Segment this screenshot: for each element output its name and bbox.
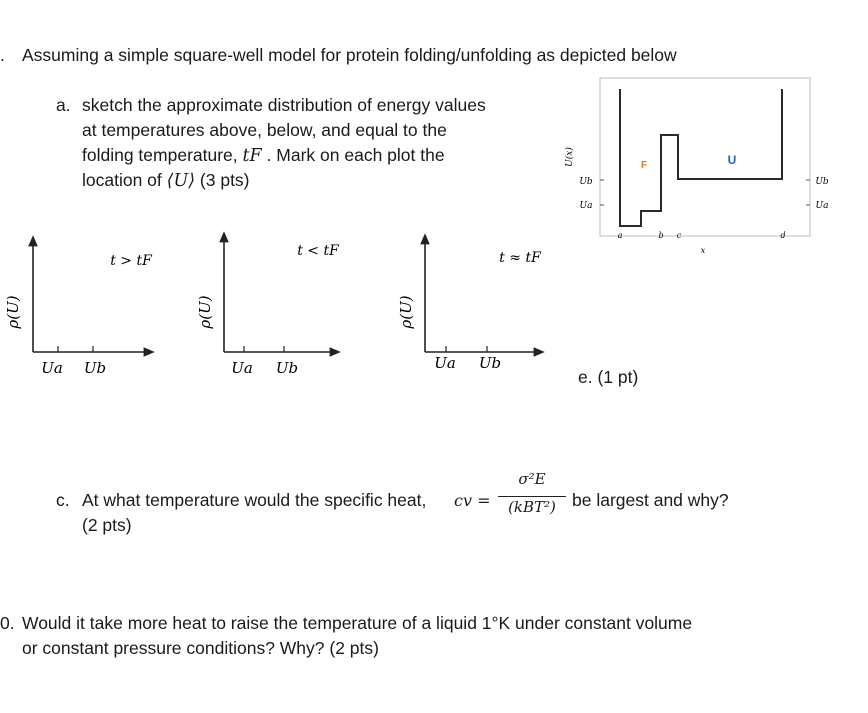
tf-symbol: tF — [242, 146, 262, 166]
part-a-line-4-suffix: (3 pts) — [195, 170, 250, 190]
question-10-line-2: or constant pressure conditions? Why? (2 pts) — [22, 638, 379, 658]
well-right-ub: Ub — [815, 177, 829, 187]
well-tick-d: d — [780, 231, 786, 240]
plot-2-condition: t < tF — [297, 243, 339, 259]
part-a-line-3-prefix: folding temperature, — [82, 145, 243, 165]
part-a-line-3-suffix: . Mark on each plot the — [261, 145, 445, 165]
well-region-f: F — [640, 160, 648, 171]
plot-3-tick-ua: Ua — [434, 354, 456, 372]
fraction-denominator: (kBT²) — [508, 498, 556, 516]
well-tick-x: x — [700, 246, 706, 255]
fraction-bar — [498, 496, 566, 497]
well-ylabel: U(x) — [565, 147, 575, 167]
plot-2-ylabel: ρ(U) — [196, 295, 214, 329]
plot-equal-tf — [397, 238, 542, 372]
plot-3-ylabel: ρ(U) — [397, 295, 415, 329]
plot-2-tick-ua: Ua — [231, 359, 253, 377]
part-c-text: At what temperature would the specific heat, — [82, 490, 427, 510]
plot-3-condition: t ≈ tF — [499, 250, 541, 266]
well-tick-b: b — [658, 231, 664, 240]
well-left-ua: Ua — [579, 201, 593, 211]
well-tick-a: a — [617, 231, 623, 240]
fraction-numerator: σ²E — [518, 470, 546, 488]
question-10-number: 0. — [0, 613, 15, 633]
part-c-suffix: be largest and why? — [572, 490, 729, 510]
well-left-ub: Ub — [579, 177, 593, 187]
part-e: e. (1 pt) — [578, 367, 639, 387]
plot-1-tick-ub: Ub — [83, 359, 107, 377]
well-right-ua: Ua — [815, 201, 829, 211]
plot-1-condition: t > tF — [110, 253, 152, 269]
part-c-label: c. — [56, 490, 70, 510]
part-a-line-2: at temperatures above, below, and equal to the — [82, 120, 447, 140]
question-9-number: . — [0, 45, 5, 65]
well-tick-c: c — [676, 231, 682, 240]
mean-u-symbol: ⟨U⟩ — [166, 171, 196, 191]
question-10-line-1: Would it take more heat to raise the temperature of a liquid 1°K under constant volume — [22, 613, 693, 633]
well-region-u: U — [727, 153, 737, 167]
part-a-line-4-prefix: location of — [82, 170, 167, 190]
plot-2-tick-ub: Ub — [275, 359, 299, 377]
plot-1-ylabel: ρ(U) — [4, 295, 22, 329]
square-well-diagram — [564, 78, 829, 255]
plot-below-tf — [196, 236, 340, 377]
plot-above-tf — [4, 240, 153, 377]
plot-3-tick-ub: Ub — [478, 354, 502, 372]
part-a-line-1: sketch the approximate distribution of energy values — [82, 95, 486, 115]
plot-1-tick-ua: Ua — [41, 359, 63, 377]
cv-symbol: cv = — [454, 491, 491, 510]
question-9-intro: Assuming a simple square-well model for protein folding/unfolding as depicted below — [22, 45, 677, 65]
part-a-label: a. — [56, 95, 71, 115]
part-c-points: (2 pts) — [82, 515, 132, 535]
